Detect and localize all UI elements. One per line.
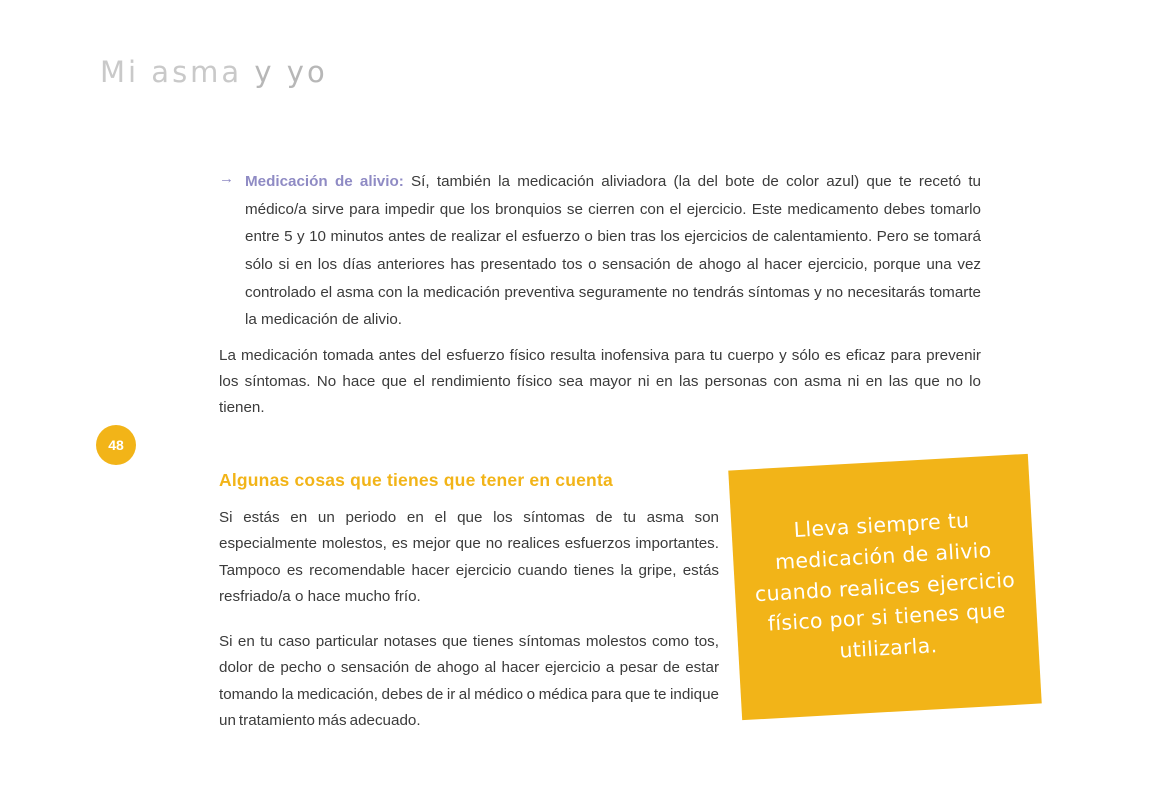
left-column [219,505,719,735]
section-paragraph-2: Si en tu caso particular notases que tienes síntomas molestos como tos, dolor de pecho o sensación de ahogo al hacer ejercicio a pesar de estar tomando la medicación, debes de ir al médico o médica para que te indique un tratamiento más adecuado. [219,632,719,730]
bullet-block [219,168,981,334]
bullet-body [245,168,981,334]
callout-inner [728,454,1041,720]
running-title-part-a: Mi asma [100,55,243,89]
section-heading: Algunas cosas que tienes que tener en cuenta [219,470,613,490]
page-number-label: 48 [108,437,124,453]
callout-box [728,454,1041,720]
bullet-lead-label: Medicación de alivio: [245,173,404,190]
running-title-part-b: y yo [254,55,328,89]
callout-text: Lleva siempre tu medicación de alivio cuando realices ejercicio físico por si tienes que utilizarla. [754,508,1016,663]
page-number-badge [96,425,136,465]
bullet-text: Sí, también la medicación aliviadora (la del bote de color azul) que te recetó tu médico/a sirve para impedir que los bronquios se cierren con el ejercicio. Este medicamento debes tomarlo entre 5 y 10 minutos antes de realizar el esfuerzo o bien tras los ejercicios de calentamiento. Pero se tomará sólo si en los días anteriores has presentado tos o sensación de ahogo al hacer ejercicio, porque una vez controlado el asma con la medicación preventiva seguramente no tendrás síntomas y no necesitarás tomarte la medicación de alivio. [245,173,982,329]
intro-paragraph: La medicación tomada antes del esfuerzo físico resulta inofensiva para tu cuerpo y sólo es eficaz para prevenir los síntomas. No hace que el rendimiento físico sea mayor ni en las personas con asma ni en las que no lo tienen. [219,347,981,417]
running-title [100,55,328,89]
arrow-right-icon: → [219,170,234,187]
section-paragraph-1: Si estás en un periodo en el que los síntomas de tu asma son especialmente molestos, es mejor que no realices esfuerzos importantes. Tampoco es recomendable hacer ejercicio cuando tienes la gripe, estás resfriado/a o hace mucho frío. [219,509,719,606]
